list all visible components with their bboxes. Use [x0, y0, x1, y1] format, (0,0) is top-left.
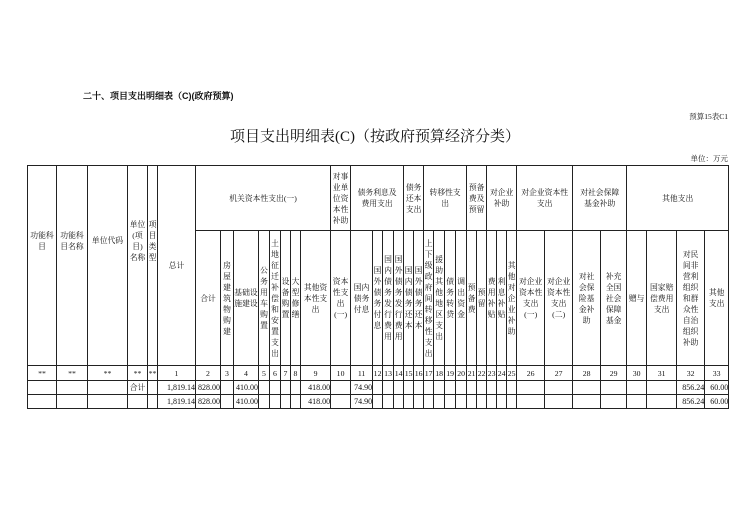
data-cell — [373, 395, 383, 409]
budget-table — [27, 165, 729, 409]
column-header: 其他支出 — [705, 231, 729, 366]
group-header: 债务利息及费用支出 — [351, 166, 404, 231]
header-row-groups — [28, 166, 729, 231]
data-cell — [601, 381, 627, 395]
amount-cell: 1,819.14 — [158, 381, 196, 395]
data-cell — [434, 381, 445, 395]
table-row — [28, 395, 729, 409]
data-cell — [627, 381, 647, 395]
column-header: 上下级政府间转移性支出 — [424, 231, 434, 366]
column-header: 援助其他地区支出 — [434, 231, 445, 366]
fixed-header: 项目类型 — [148, 166, 158, 366]
index-cell: 14 — [394, 366, 404, 381]
group-header: 对事业单位资本性补助 — [331, 166, 351, 231]
data-cell — [221, 381, 234, 395]
index-cell: 5 — [259, 366, 270, 381]
data-cell: 合计 — [128, 381, 148, 395]
index-cell: ** — [148, 366, 158, 381]
amount-cell: 828.00 — [196, 381, 221, 395]
index-cell: 21 — [467, 366, 477, 381]
index-cell: 7 — [281, 366, 291, 381]
column-header: 赠与 — [627, 231, 647, 366]
index-cell: 30 — [627, 366, 647, 381]
data-cell — [434, 395, 445, 409]
amount-cell: 1,819.14 — [158, 395, 196, 409]
data-cell — [404, 395, 414, 409]
index-cell: 6 — [270, 366, 281, 381]
amount-cell: 418.00 — [301, 381, 331, 395]
data-cell — [507, 395, 517, 409]
column-header: 大型修缮 — [291, 231, 301, 366]
index-cell: 1 — [158, 366, 196, 381]
index-cell: 31 — [647, 366, 677, 381]
data-cell — [573, 381, 601, 395]
data-cell — [477, 381, 487, 395]
index-cell: 22 — [477, 366, 487, 381]
data-cell — [456, 395, 467, 409]
fixed-header: 总计 — [158, 166, 196, 366]
index-cell: 28 — [573, 366, 601, 381]
column-header: 费用补贴 — [487, 231, 497, 366]
index-cell: 16 — [414, 366, 424, 381]
data-cell — [148, 381, 158, 395]
group-header: 其他支出 — [627, 166, 729, 231]
amount-cell: 828.00 — [196, 395, 221, 409]
data-cell — [601, 395, 627, 409]
index-cell: 26 — [517, 366, 545, 381]
column-header: 房屋建筑物购建 — [221, 231, 234, 366]
group-header: 机关资本性支出(一) — [196, 166, 331, 231]
data-cell — [545, 395, 573, 409]
unit-label: 单位：万元 — [690, 154, 728, 163]
column-header: 国内债务发行费用 — [383, 231, 394, 366]
column-header: 国内债务付息 — [351, 231, 373, 366]
data-cell — [394, 395, 404, 409]
data-cell — [467, 395, 477, 409]
column-header: 其他对企业补助 — [507, 231, 517, 366]
column-header: 预备费 — [467, 231, 477, 366]
data-cell — [331, 381, 351, 395]
index-cell: ** — [128, 366, 148, 381]
amount-cell: 74.90 — [351, 395, 373, 409]
table-row — [28, 381, 729, 395]
data-cell — [487, 381, 497, 395]
data-cell — [414, 381, 424, 395]
column-header: 债务转贷 — [445, 231, 456, 366]
data-cell — [477, 395, 487, 409]
data-cell — [545, 381, 573, 395]
group-header: 对企业资本性支出 — [517, 166, 573, 231]
data-cell — [28, 395, 57, 409]
data-cell — [497, 381, 507, 395]
amount-cell: 410.00 — [234, 395, 259, 409]
data-cell — [517, 395, 545, 409]
column-header: 国外债务付息 — [373, 231, 383, 366]
column-header: 其他资本性支出 — [301, 231, 331, 366]
column-header: 对企业资本性支出(二) — [545, 231, 573, 366]
index-cell: 18 — [434, 366, 445, 381]
column-header: 补充全国社会保障基金 — [601, 231, 627, 366]
index-cell: 24 — [497, 366, 507, 381]
form-code: 预算15表C1 — [689, 112, 728, 121]
data-cell — [291, 381, 301, 395]
data-cell — [28, 381, 57, 395]
index-cell: 27 — [545, 366, 573, 381]
data-cell — [627, 395, 647, 409]
data-cell — [647, 381, 677, 395]
data-cell — [383, 381, 394, 395]
data-cell — [331, 395, 351, 409]
fixed-header: 功能科目 — [28, 166, 57, 366]
section-heading: 二十、项目支出明细表（C)(政府预算) — [83, 91, 234, 101]
index-cell: 3 — [221, 366, 234, 381]
data-cell — [517, 381, 545, 395]
amount-cell: 60.00 — [705, 395, 729, 409]
data-cell — [221, 395, 234, 409]
group-header: 对社会保障基金补助 — [573, 166, 627, 231]
data-cell — [88, 395, 128, 409]
data-cell — [148, 395, 158, 409]
index-cell: 12 — [373, 366, 383, 381]
index-cell: 25 — [507, 366, 517, 381]
data-cell — [57, 381, 88, 395]
data-cell — [88, 381, 128, 395]
data-cell — [647, 395, 677, 409]
data-cell — [404, 381, 414, 395]
index-cell: 11 — [351, 366, 373, 381]
data-cell — [487, 395, 497, 409]
index-cell: ** — [28, 366, 57, 381]
index-cell: 17 — [424, 366, 434, 381]
index-cell: 20 — [456, 366, 467, 381]
index-cell: 23 — [487, 366, 497, 381]
group-header: 预备费及预留 — [467, 166, 487, 231]
data-cell — [259, 381, 270, 395]
data-cell — [291, 395, 301, 409]
column-header: 国内债务还本 — [404, 231, 414, 366]
amount-cell: 410.00 — [234, 381, 259, 395]
group-header: 转移性支出 — [424, 166, 467, 231]
data-cell — [573, 395, 601, 409]
data-cell — [497, 395, 507, 409]
data-cell — [373, 381, 383, 395]
column-header: 公务用车购置 — [259, 231, 270, 366]
column-header: 利息补贴 — [497, 231, 507, 366]
data-cell — [128, 395, 148, 409]
data-cell — [456, 381, 467, 395]
column-header: 国外债务发行费用 — [394, 231, 404, 366]
data-cell — [281, 395, 291, 409]
data-cell — [383, 395, 394, 409]
group-header: 对企业补助 — [487, 166, 517, 231]
amount-cell: 856.24 — [677, 381, 705, 395]
data-cell — [270, 395, 281, 409]
fixed-header: 单位(项目)名称 — [128, 166, 148, 366]
amount-cell: 74.90 — [351, 381, 373, 395]
column-header: 国家赔偿费用支出 — [647, 231, 677, 366]
index-row — [28, 366, 729, 381]
column-header: 基础设施建设 — [234, 231, 259, 366]
column-header: 调出资金 — [456, 231, 467, 366]
data-cell — [281, 381, 291, 395]
data-cell — [424, 381, 434, 395]
column-header: 预留 — [477, 231, 487, 366]
index-cell: 8 — [291, 366, 301, 381]
fixed-header: 单位代码 — [88, 166, 128, 366]
fixed-header: 功能科目名称 — [57, 166, 88, 366]
amount-cell: 60.00 — [705, 381, 729, 395]
index-cell: 32 — [677, 366, 705, 381]
column-header: 设备购置 — [281, 231, 291, 366]
index-cell: 29 — [601, 366, 627, 381]
group-header: 债务还本支出 — [404, 166, 424, 231]
data-cell — [259, 395, 270, 409]
data-cell — [394, 381, 404, 395]
index-cell: 33 — [705, 366, 729, 381]
data-cell — [414, 395, 424, 409]
data-cell — [57, 395, 88, 409]
data-cell — [270, 381, 281, 395]
index-cell: 15 — [404, 366, 414, 381]
column-header: 资本性支出(一) — [331, 231, 351, 366]
index-cell: ** — [88, 366, 128, 381]
amount-cell: 856.24 — [677, 395, 705, 409]
data-cell — [445, 381, 456, 395]
data-cell — [467, 381, 477, 395]
column-header: 国外债务还本 — [414, 231, 424, 366]
index-cell: 2 — [196, 366, 221, 381]
index-cell: ** — [57, 366, 88, 381]
column-header: 对社会保险基金补助 — [573, 231, 601, 366]
index-cell: 9 — [301, 366, 331, 381]
data-cell — [445, 395, 456, 409]
page-title: 项目支出明细表(C)（按政府预算经济分类） — [230, 129, 520, 145]
data-cell — [507, 381, 517, 395]
column-header: 土地征迁补偿和安置支出 — [270, 231, 281, 366]
index-cell: 10 — [331, 366, 351, 381]
index-cell: 13 — [383, 366, 394, 381]
index-cell: 19 — [445, 366, 456, 381]
column-header: 对民间非营利组织和群众性自治组织补助 — [677, 231, 705, 366]
column-header: 合计 — [196, 231, 221, 366]
data-cell — [424, 395, 434, 409]
index-cell: 4 — [234, 366, 259, 381]
amount-cell: 418.00 — [301, 395, 331, 409]
column-header: 对企业资本性支出(一) — [517, 231, 545, 366]
